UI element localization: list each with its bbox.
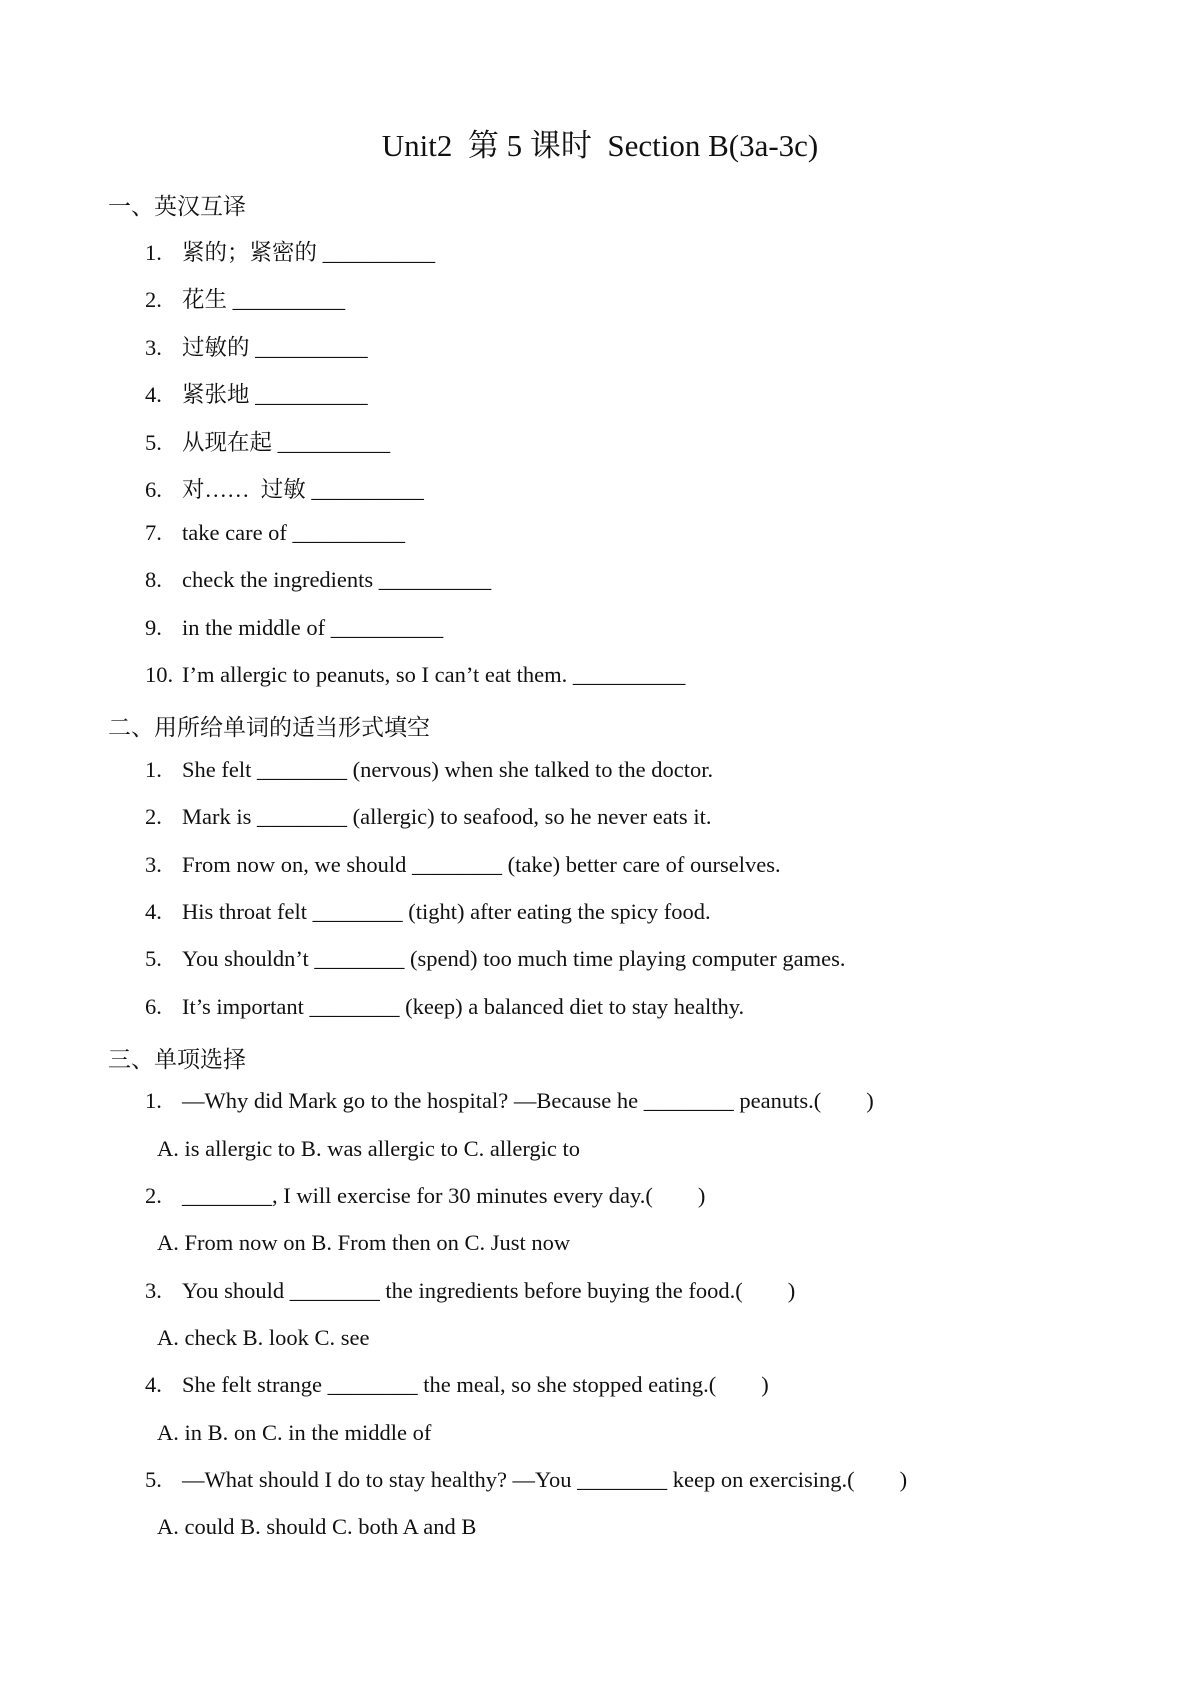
item-number: 2. <box>145 804 162 829</box>
section-3-question-3 <box>145 1278 795 1304</box>
section-3-question-2 <box>145 1183 705 1209</box>
page-title: Unit2 第 5 课时 Section B(3a-3c) <box>381 128 819 163</box>
item-text: You shouldn’t ________ (spend) too much time playing computer games. <box>182 946 846 971</box>
section-3-question-1 <box>145 1088 874 1114</box>
item-number: 4. <box>145 382 162 407</box>
question-text: You should ________ the ingredients before buying the food.( ) <box>182 1278 796 1303</box>
section-1-item-2 <box>145 282 345 314</box>
item-text: 从现在起 __________ <box>182 430 391 455</box>
section-1-heading: 一、英汉互译 <box>108 194 246 219</box>
item-text: His throat felt ________ (tight) after eating the spicy food. <box>182 899 711 924</box>
item-number: 10. <box>145 662 174 687</box>
item-number: 2. <box>145 1183 162 1208</box>
section-3-options-5: A. could B. should C. both A and B <box>157 1514 477 1539</box>
section-2-item-1 <box>145 757 713 783</box>
section-1-item-9 <box>145 615 443 641</box>
section-1-item-4 <box>145 377 368 409</box>
question-text: ________, I will exercise for 30 minutes every day.( ) <box>182 1183 706 1208</box>
item-text: It’s important ________ (keep) a balanced diet to stay healthy. <box>182 994 745 1019</box>
section-3-options-2: A. From now on B. From then on C. Just now <box>157 1230 571 1255</box>
item-number: 9. <box>145 615 162 640</box>
section-2-item-2 <box>145 804 711 830</box>
item-number: 6. <box>145 477 162 502</box>
section-1-item-8 <box>145 567 491 593</box>
section-3-question-5 <box>145 1467 907 1493</box>
item-number: 2. <box>145 287 162 312</box>
section-2-item-6 <box>145 994 744 1020</box>
section-2-item-5 <box>145 946 846 972</box>
section-1-item-5 <box>145 425 390 457</box>
section-3-heading: 三、单项选择 <box>108 1047 246 1072</box>
item-number: 5. <box>145 946 162 971</box>
item-text: in the middle of __________ <box>182 615 444 640</box>
item-text: Mark is ________ (allergic) to seafood, so he never eats it. <box>182 804 712 829</box>
section-1-item-7 <box>145 520 405 546</box>
question-text: She felt strange ________ the meal, so she stopped eating.( ) <box>182 1372 769 1397</box>
item-text: From now on, we should ________ (take) better care of ourselves. <box>182 852 781 877</box>
section-1-item-1 <box>145 235 435 267</box>
item-number: 1. <box>145 1088 162 1113</box>
item-number: 4. <box>145 899 162 924</box>
section-2-heading: 二、用所给单词的适当形式填空 <box>108 715 430 740</box>
item-number: 7. <box>145 520 162 545</box>
item-number: 8. <box>145 567 162 592</box>
item-number: 5. <box>145 430 162 455</box>
section-1-item-6 <box>145 472 424 504</box>
item-number: 1. <box>145 240 162 265</box>
item-number: 3. <box>145 1278 162 1303</box>
item-text: She felt ________ (nervous) when she talked to the doctor. <box>182 757 714 782</box>
item-number: 3. <box>145 335 162 360</box>
item-text: I’m allergic to peanuts, so I can’t eat them. __________ <box>182 662 686 687</box>
item-number: 1. <box>145 757 162 782</box>
item-text: check the ingredients __________ <box>182 567 492 592</box>
section-1-item-10 <box>145 662 685 688</box>
section-2-item-3 <box>145 852 781 878</box>
item-text: 过敏的 __________ <box>182 335 368 360</box>
item-text: 花生 __________ <box>182 287 346 312</box>
item-number: 4. <box>145 1372 162 1397</box>
section-2-item-4 <box>145 899 711 925</box>
section-3-options-1: A. is allergic to B. was allergic to C. allergic to <box>157 1136 581 1161</box>
section-3-options-3: A. check B. look C. see <box>157 1325 370 1350</box>
item-text: 紧的；紧密的 __________ <box>182 240 436 265</box>
question-text: —Why did Mark go to the hospital? —Because he ________ peanuts.( ) <box>182 1088 874 1113</box>
question-text: —What should I do to stay healthy? —You ________ keep on exercising.( ) <box>182 1467 908 1492</box>
item-text: 紧张地 __________ <box>182 382 368 407</box>
item-text: 对…… 过敏 __________ <box>182 477 424 502</box>
item-text: take care of __________ <box>182 520 406 545</box>
section-3-question-4 <box>145 1372 769 1398</box>
item-number: 6. <box>145 994 162 1019</box>
section-1-item-3 <box>145 330 368 362</box>
item-number: 3. <box>145 852 162 877</box>
section-3-options-4: A. in B. on C. in the middle of <box>157 1420 432 1445</box>
item-number: 5. <box>145 1467 162 1492</box>
